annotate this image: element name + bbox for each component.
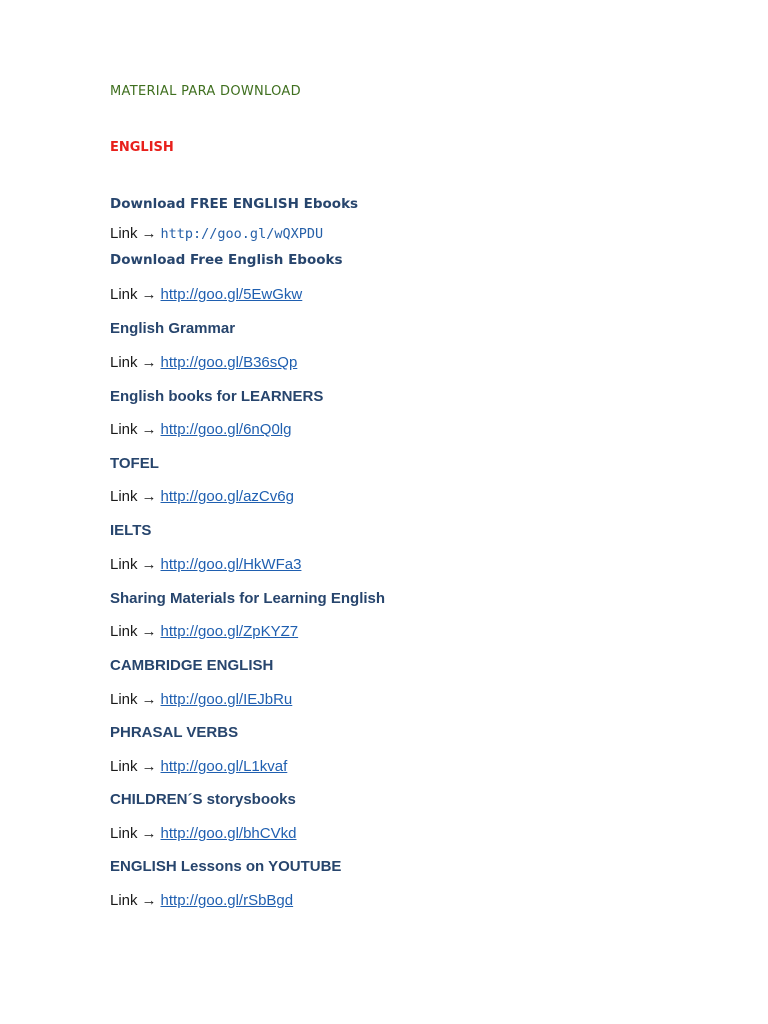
entry-title: CHILDREN´S storysbooks <box>110 791 296 808</box>
entry-title: TOFEL <box>110 455 159 472</box>
link-prefix: Link <box>110 421 138 438</box>
link-line <box>110 623 298 640</box>
link-line <box>110 758 287 775</box>
link-line <box>110 421 291 438</box>
arrow-icon: → <box>141 488 157 505</box>
link-prefix: Link <box>110 825 138 842</box>
link-line <box>110 892 293 909</box>
link-prefix: Link <box>110 286 138 303</box>
download-link[interactable]: http://goo.gl/bhCVkd <box>160 825 297 842</box>
download-link[interactable]: http://goo.gl/wQXPDU <box>160 226 324 242</box>
arrow-icon: → <box>141 354 157 371</box>
entry-title: IELTS <box>110 522 152 539</box>
link-line <box>110 556 301 573</box>
download-link[interactable]: http://goo.gl/6nQ0lg <box>160 421 292 438</box>
arrow-icon: → <box>141 623 157 640</box>
entry-title: ENGLISH Lessons on YOUTUBE <box>110 858 342 875</box>
arrow-icon: → <box>141 691 157 708</box>
download-link[interactable]: http://goo.gl/ZpKYZ7 <box>160 623 299 640</box>
link-line <box>110 691 292 708</box>
arrow-icon: → <box>141 286 157 303</box>
arrow-icon: → <box>141 825 157 842</box>
link-line <box>110 225 323 242</box>
link-prefix: Link <box>110 691 138 708</box>
link-prefix: Link <box>110 758 138 775</box>
entry-title: Sharing Materials for Learning English <box>110 590 386 607</box>
arrow-icon: → <box>141 421 157 438</box>
download-link[interactable]: http://goo.gl/azCv6g <box>160 488 294 505</box>
link-prefix: Link <box>110 354 138 371</box>
link-line <box>110 488 294 505</box>
download-link[interactable]: http://goo.gl/IEJbRu <box>160 691 293 708</box>
section-heading-english: ENGLISH <box>110 140 174 155</box>
link-prefix: Link <box>110 892 138 909</box>
entry-title: English Grammar <box>110 320 236 337</box>
download-link[interactable]: http://goo.gl/5EwGkw <box>160 286 303 303</box>
link-prefix: Link <box>110 225 138 242</box>
arrow-icon: → <box>141 556 157 573</box>
download-link[interactable]: http://goo.gl/B36sQp <box>160 354 298 371</box>
arrow-icon: → <box>141 225 157 242</box>
download-link[interactable]: http://goo.gl/L1kvaf <box>160 758 288 775</box>
entry-title: PHRASAL VERBS <box>110 724 239 741</box>
entry-title: Download Free English Ebooks <box>110 252 343 268</box>
link-prefix: Link <box>110 623 138 640</box>
entry-title: CAMBRIDGE ENGLISH <box>110 657 274 674</box>
link-prefix: Link <box>110 488 138 505</box>
arrow-icon: → <box>141 758 157 775</box>
arrow-icon: → <box>141 892 157 909</box>
download-link[interactable]: http://goo.gl/HkWFa3 <box>160 556 302 573</box>
link-line <box>110 286 302 303</box>
link-line <box>110 354 297 371</box>
link-line <box>110 825 296 842</box>
link-prefix: Link <box>110 556 138 573</box>
document-title: MATERIAL PARA DOWNLOAD <box>110 84 301 99</box>
entry-title: Download FREE ENGLISH Ebooks <box>110 196 359 212</box>
entry-title: English books for LEARNERS <box>110 388 324 405</box>
download-link[interactable]: http://goo.gl/rSbBgd <box>160 892 294 909</box>
